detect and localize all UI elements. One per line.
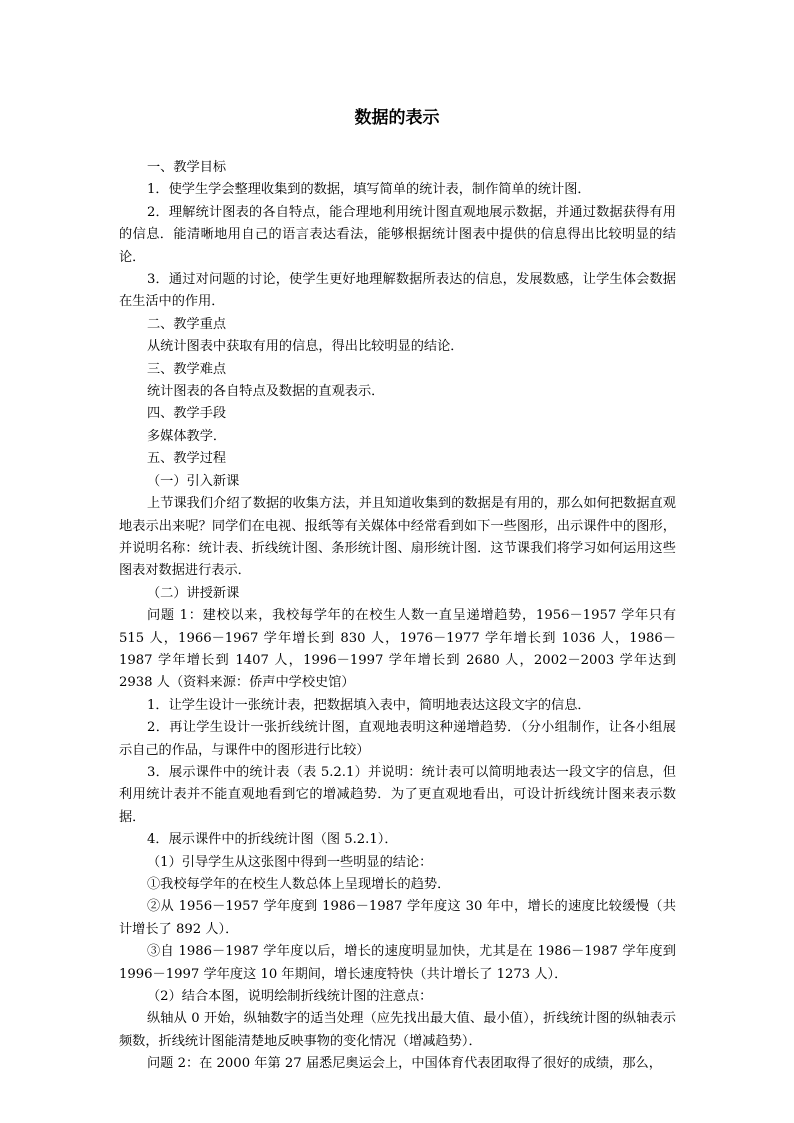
document-title: 数据的表示	[354, 108, 440, 128]
paragraph: 三、教学难点	[147, 361, 227, 377]
paragraph: ③自 1986－1987 学年度以后，增长的速度明显加快，尤其是在 1986－1987 学年度到 1996－1997 学年度这 10 年期间，增长速度特快（共计增长了 1273 人）．	[119, 944, 676, 982]
paragraph: 1．使学生学会整理收集到的数据，填写简单的统计表，制作简单的统计图．	[147, 182, 591, 198]
paragraph: 四、教学手段	[147, 406, 227, 422]
paragraph: （1）引导学生从这张图中得到一些明显的结论：	[147, 854, 433, 870]
paragraph: 2．再让学生设计一张折线统计图，直观地表明这种递增趋势．（分小组制作，让各小组展示自己的作品，与课件中的图形进行比较）	[119, 720, 676, 758]
paragraph: 4．展示课件中的折线统计图（图 5.2.1）．	[147, 832, 398, 848]
document-body	[119, 157, 676, 1076]
paragraph: 上节课我们介绍了数据的收集方法，并且知道收集到的数据是有用的，那么如何把数据直观地表示出来呢？同学们在电视、报纸等有关媒体中经常看到如下一些图形，出示课件中的图形，并说明名称：统计表、折线统计图、条形统计图、扇形统计图．这节课我们将学习如何运用这些图表对数据进行表示．	[119, 496, 676, 579]
paragraph: 多媒体教学．	[147, 428, 227, 444]
paragraph: （二）讲授新课	[147, 585, 240, 601]
paragraph: ②从 1956－1957 学年度到 1986－1987 学年度这 30 年中，增长的速度比较缓慢（共计增长了 892 人）．	[119, 899, 676, 937]
paragraph: 1．让学生设计一张统计表，把数据填入表中，简明地表达这段文字的信息．	[147, 697, 591, 713]
paragraph: 3．通过对问题的讨论，使学生更好地理解数据所表达的信息，发展数感，让学生体会数据在生活中的作用．	[119, 272, 676, 310]
paragraph: 从统计图表中获取有用的信息，得出比较明显的结论．	[147, 339, 464, 355]
paragraph: 二、教学重点	[147, 316, 227, 332]
paragraph: 五、教学过程	[147, 451, 227, 467]
paragraph: 一、教学目标	[147, 160, 227, 175]
paragraph: ①我校每学年的在校生人数总体上呈现增长的趋势．	[147, 877, 451, 892]
paragraph: 2．理解统计图表的各自特点，能合理地利用统计图直观地展示数据，并通过数据获得有用的信息．能清晰地用自己的语言表达看法，能够根据统计图表中提供的信息得出比较明显的结论．	[119, 204, 676, 265]
paragraph: 问题 1：建校以来，我校每学年的在校生人数一直呈递增趋势，1956－1957 学年只有 515 人，1966－1967 学年增长到 830 人，1976－1977 学年增长到 1036 人，1986－1987 学年增长到 1407 人，1996－1997 学年增长到 2680 人，2002－2003 学年达到 2938 人（资料来源：侨声中学校史馆）	[119, 608, 676, 691]
paragraph: （一）引入新课	[147, 473, 240, 489]
paragraph: （2）结合本图，说明绘制折线统计图的注意点：	[147, 989, 433, 1005]
paragraph: 统计图表的各自特点及数据的直观表示．	[147, 384, 385, 400]
paragraph: 问题 2：在 2000 年第 27 届悉尼奥运会上，中国体育代表团取得了很好的成绩，那么，	[147, 1056, 662, 1072]
paragraph: 纵轴从 0 开始，纵轴数字的适当处理（应先找出最大值、最小值），折线统计图的纵轴表示频数，折线统计图能清楚地反映事物的变化情况（增减趋势）．	[119, 1011, 676, 1049]
paragraph: 3．展示课件中的统计表（表 5.2.1）并说明：统计表可以简明地表达一段文字的信息，但利用统计表并不能直观地看到它的增减趋势．为了更直观地看出，可设计折线统计图来表示数据．	[119, 764, 676, 825]
